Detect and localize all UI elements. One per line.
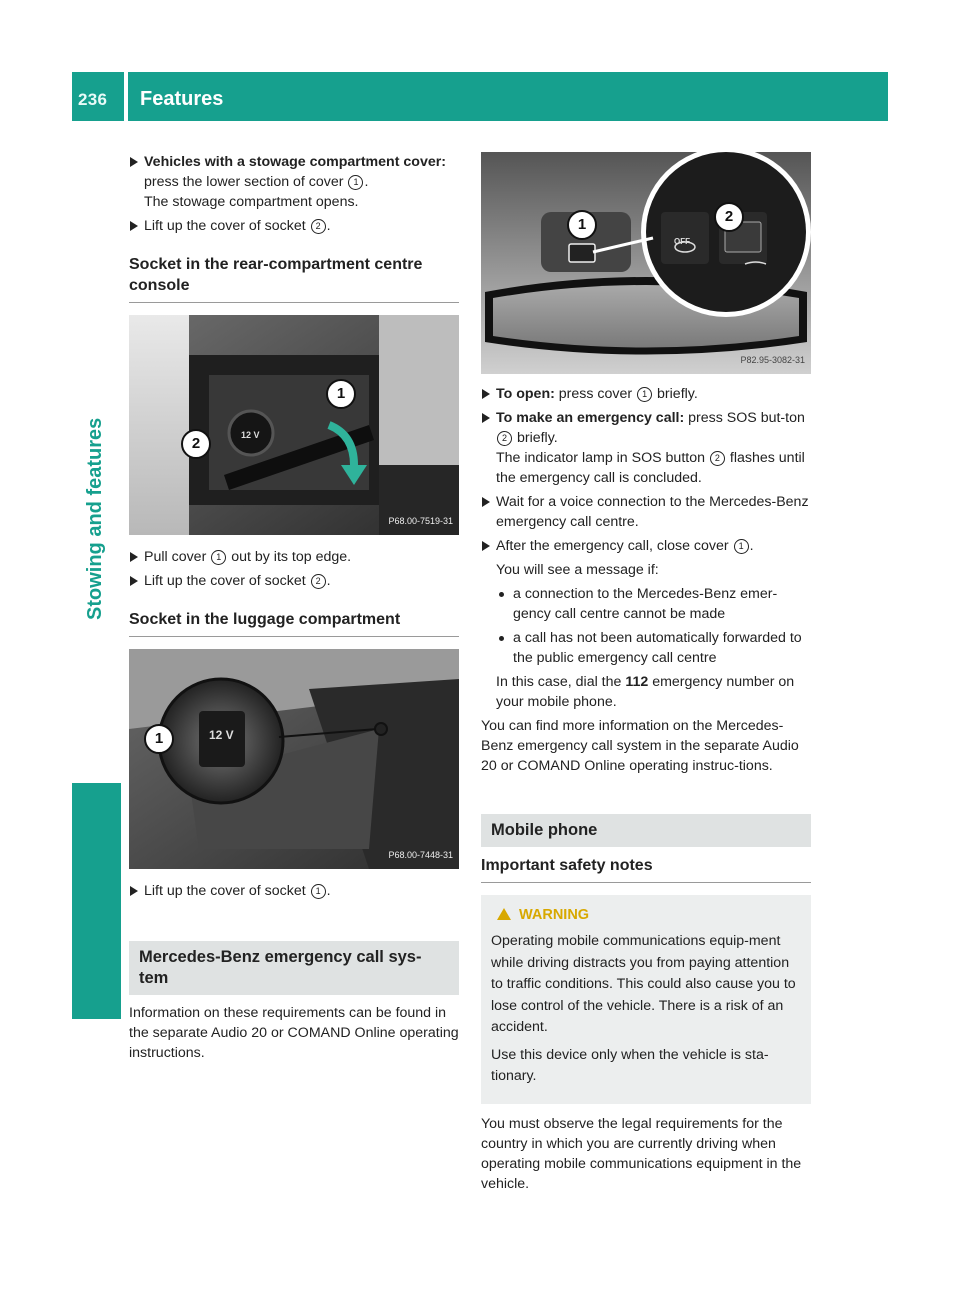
photo-overhead-illustration [481,152,811,374]
photo-luggage-illustration [129,649,459,869]
bullet-connection-failed: a connection to the Mercedes-Benz emer-gency call centre cannot be made [481,584,811,624]
photo-code: P68.00-7448-31 [388,850,453,860]
left-column [129,152,459,1067]
callout-2-icon: 2 [311,219,326,234]
photo-code: P82.95-3082-31 [740,355,805,365]
step-text: . [749,538,754,554]
step-text: . [326,573,331,589]
photo-rear-console-socket [129,315,459,535]
step-text: Lift up the cover of socket [144,218,306,234]
step-text: press SOS but-ton [688,410,805,426]
warning-paragraph-2: Use this device only when the vehicle is sta-tionary. [491,1046,769,1084]
step-bold-label: To open: [496,386,555,402]
callout-2-icon: 2 [710,451,725,466]
step-wait-voice-connection: Wait for a voice connection to the Mercedes-Benz emergency call centre. [481,492,811,532]
warning-triangle-icon [497,908,511,920]
step-close-cover [481,536,811,556]
side-tab-block [72,783,121,1019]
section-title-line: tem [139,969,169,987]
step-text: Lift up the cover of socket [144,883,306,899]
more-info-paragraph: You can find more information on the Mercedes-Benz emergency call system in the separate Audio 20 or COMAND Online operating instruc-tions. [481,718,799,774]
page-number: 236 [78,90,108,109]
photo-overhead-sos [481,152,811,374]
step-text: flashes until the emergency call is concluded. [496,450,805,486]
socket-label: 12 V [241,430,260,440]
step-make-emergency-call [481,408,811,488]
warning-paragraph-1: Operating mobile communications equip-ment while driving distracts you from paying attention to traffic conditions. This could also cause you to lose control of the vehicle. There is a risk of an accident. [491,933,796,1035]
section-title-line: Mercedes-Benz emergency call sys- [139,948,422,966]
dial-text: emergency number on your mobile phone. [496,674,795,710]
photo-luggage-socket [129,649,459,869]
side-tab-label: Stowing and features [84,417,106,620]
step-text: The stowage compartment opens. [144,194,359,210]
header-divider [124,72,128,121]
step-lift-socket-cover [129,216,459,236]
callout-1-icon: 1 [311,884,326,899]
step-text: After the emergency call, close cover [496,538,729,554]
message-intro: You will see a message if: [496,562,659,578]
step-text: briefly. [657,386,698,402]
step-bold-label: Vehicles with a stowage compartment cover: [144,154,446,170]
step-text: press cover [558,386,633,402]
step-lift-luggage-socket-cover [129,881,459,901]
warning-box [481,895,811,1104]
step-text: Lift up the cover of socket [144,573,306,589]
callout-2-icon: 2 [311,574,326,589]
right-column [481,152,811,1198]
step-lift-socket-cover-2 [129,571,459,591]
step-text: . [326,218,331,234]
callout-1-icon: 1 [348,175,363,190]
section-emergency-call [129,941,459,995]
emergency-number: 112 [625,674,649,690]
photo-callout-1: 1 [567,210,597,240]
dial-text: In this case, dial the [496,674,622,690]
step-text: . [364,174,369,190]
photo-code: P68.00-7519-31 [388,516,453,526]
heading-luggage-socket: Socket in the luggage compartment [129,609,459,637]
step-text: The indicator lamp in SOS button [496,450,705,466]
step-text: briefly. [516,430,558,446]
step-text: out by its top edge. [231,549,352,565]
photo-callout-2: 2 [181,429,211,459]
section-mobile-phone: Mobile phone [481,814,811,847]
callout-1-icon: 1 [211,550,226,565]
bullet-not-forwarded: a call has not been automatically forwarded to the public emergency call centre [481,628,811,668]
callout-2-icon: 2 [497,431,512,446]
step-pull-cover [129,547,459,567]
legal-requirements-paragraph: You must observe the legal requirements for the country in which you are currently driving when operating mobile communications equipment in the vehicle. [481,1115,802,1192]
step-text: Pull cover [144,549,207,565]
photo-callout-1: 1 [326,379,356,409]
dial-instruction [481,672,811,712]
photo-callout-2: 2 [714,202,744,232]
step-text: press the lower section of cover [144,174,344,190]
warning-heading [491,905,801,925]
photo-rear-console-illustration [129,315,459,535]
photo-callout-1: 1 [144,724,174,754]
warning-label: WARNING [519,907,590,923]
step-stowage-cover [129,152,459,212]
step-text: . [326,883,331,899]
step-bold-label: To make an emergency call: [496,410,685,426]
step-open-cover [481,384,811,404]
emergency-info-paragraph: Information on these requirements can be found in the separate Audio 20 or COMAND Online operating instructions. [129,1005,459,1061]
heading-safety-notes: Important safety notes [481,855,811,883]
callout-1-icon: 1 [637,387,652,402]
page-title: Features [140,88,224,110]
callout-1-icon: 1 [734,539,749,554]
heading-rear-console-socket: Socket in the rear-compartment centre console [129,254,459,303]
button-label-off: OFF [674,237,690,246]
socket-label: 12 V [209,728,234,742]
